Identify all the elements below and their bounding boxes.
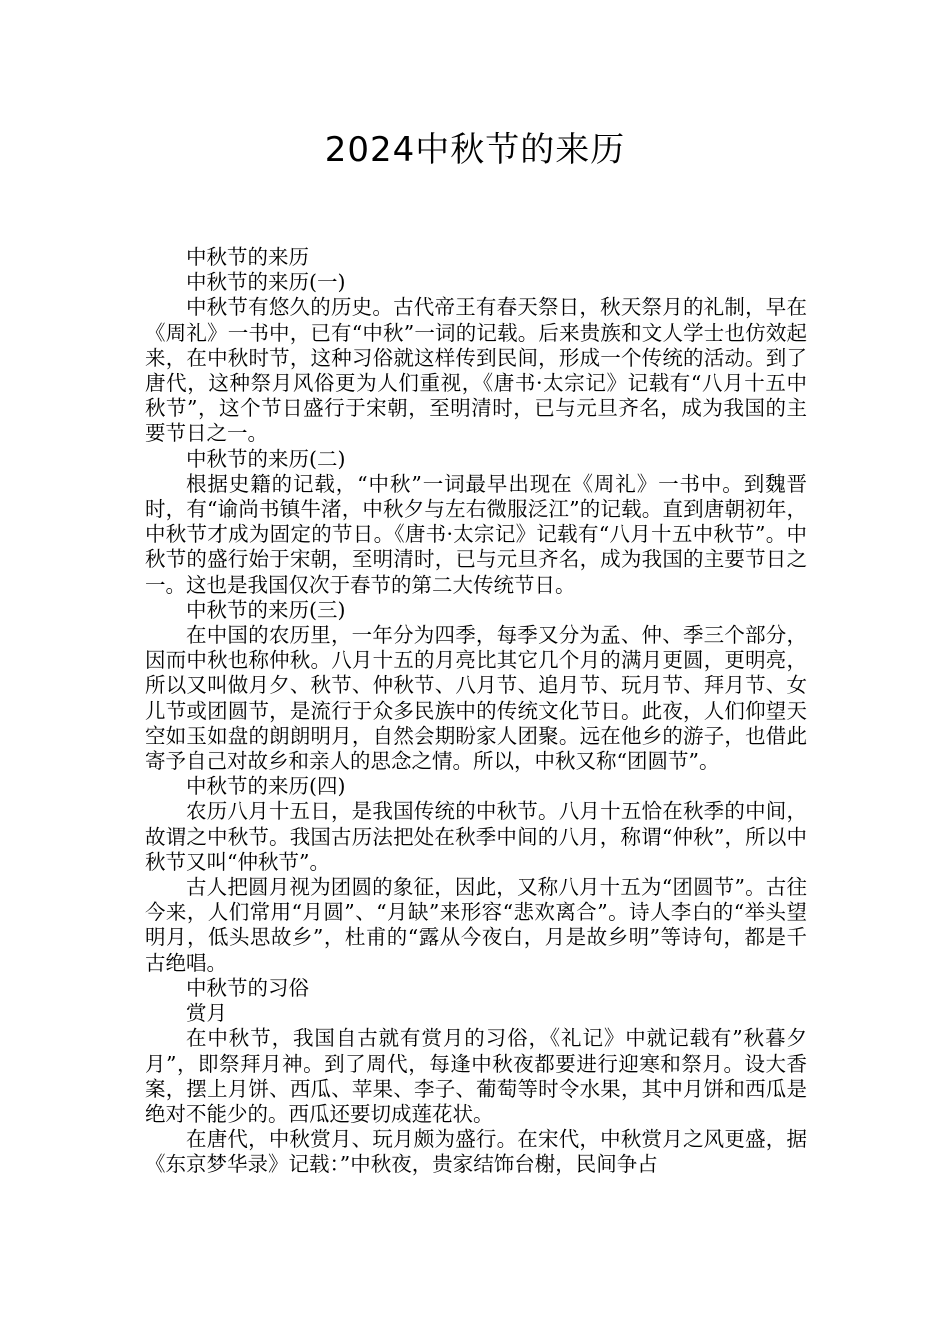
body-paragraph: 在中国的农历里，一年分为四季，每季又分为孟、仲、季三个部分，因而中秋也称仲秋。八月十五的月亮比其它几个月的满月更圆，更明亮，所以又叫做月夕、秋节、仲秋节、八月节、追月节、玩月节、拜月节、女儿节或团圆节，是流行于众多民族中的传统文化节日。此夜，人们仰望天空如玉如盘的朗朗明月，自然会期盼家人团聚。远在他乡的游子，也借此寄予自己对故乡和亲人的思念之情。所以，中秋又称“团圆节”。 [145,623,807,774]
body-paragraph: 在唐代，中秋赏月、玩月颇为盛行。在宋代，中秋赏月之风更盛，据《东京梦华录》记载：”中秋夜，贵家结饰台榭，民间争占 [145,1127,807,1177]
section-heading: 中秋节的来历 [186,245,309,269]
body-paragraph: 农历八月十五日，是我国传统的中秋节。八月十五恰在秋季的中间，故谓之中秋节。我国古历法把处在秋季中间的八月，称谓“仲秋”，所以中秋节又叫“仲秋节”。 [145,799,807,874]
section-heading: 中秋节的来历(三) [186,597,346,622]
section-heading: 中秋节的来历(二) [186,446,346,471]
body-paragraph: 中秋节有悠久的历史。古代帝王有春天祭日，秋天祭月的礼制，早在《周礼》一书中，已有“中秋”一词的记载。后来贵族和文人学士也仿效起来，在中秋时节，这种习俗就这样传到民间，形成一个传统的活动。到了唐代，这种祭月风俗更为人们重视，《唐书·太宗记》记载有“八月十五中秋节”，这个节日盛行于宋朝，至明清时，已与元旦齐名，成为我国的主要节日之一。 [145,295,807,446]
body-paragraph: 古人把圆月视为团圆的象征，因此，又称八月十五为“团圆节”。古往今来，人们常用“月圆”、“月缺”来形容“悲欢离合”。诗人李白的“举头望明月，低头思故乡”，杜甫的“露从今夜白，月是故乡明”等诗句，都是千古绝唱。 [145,875,807,975]
body-paragraph: 根据史籍的记载，“中秋”一词最早出现在《周礼》一书中。到魏晋时，有“谕尚书镇牛渚，中秋夕与左右微服泛江”的记载。直到唐朝初年，中秋节才成为固定的节日。《唐书·太宗记》记载有“八月十五中秋节”。中秋节的盛行始于宋朝，至明清时，已与元旦齐名，成为我国的主要节日之一。这也是我国仅次于春节的第二大传统节日。 [145,471,807,597]
document-title: 2024中秋节的来历 [324,130,626,170]
section-heading: 赏月 [186,1001,227,1026]
body-paragraph: 在中秋节，我国自古就有赏月的习俗，《礼记》中就记载有”秋暮夕月”，即祭拜月神。到了周代，每逢中秋夜都要进行迎寒和祭月。设大香案，摆上月饼、西瓜、苹果、李子、葡萄等时令水果，其中月饼和西瓜是绝对不能少的。西瓜还要切成莲花状。 [145,1026,807,1126]
section-heading: 中秋节的来历(四) [186,774,346,799]
section-heading: 中秋节的习俗 [186,975,309,1000]
section-heading: 中秋节的来历(一) [186,270,346,295]
document-body [145,245,807,1178]
